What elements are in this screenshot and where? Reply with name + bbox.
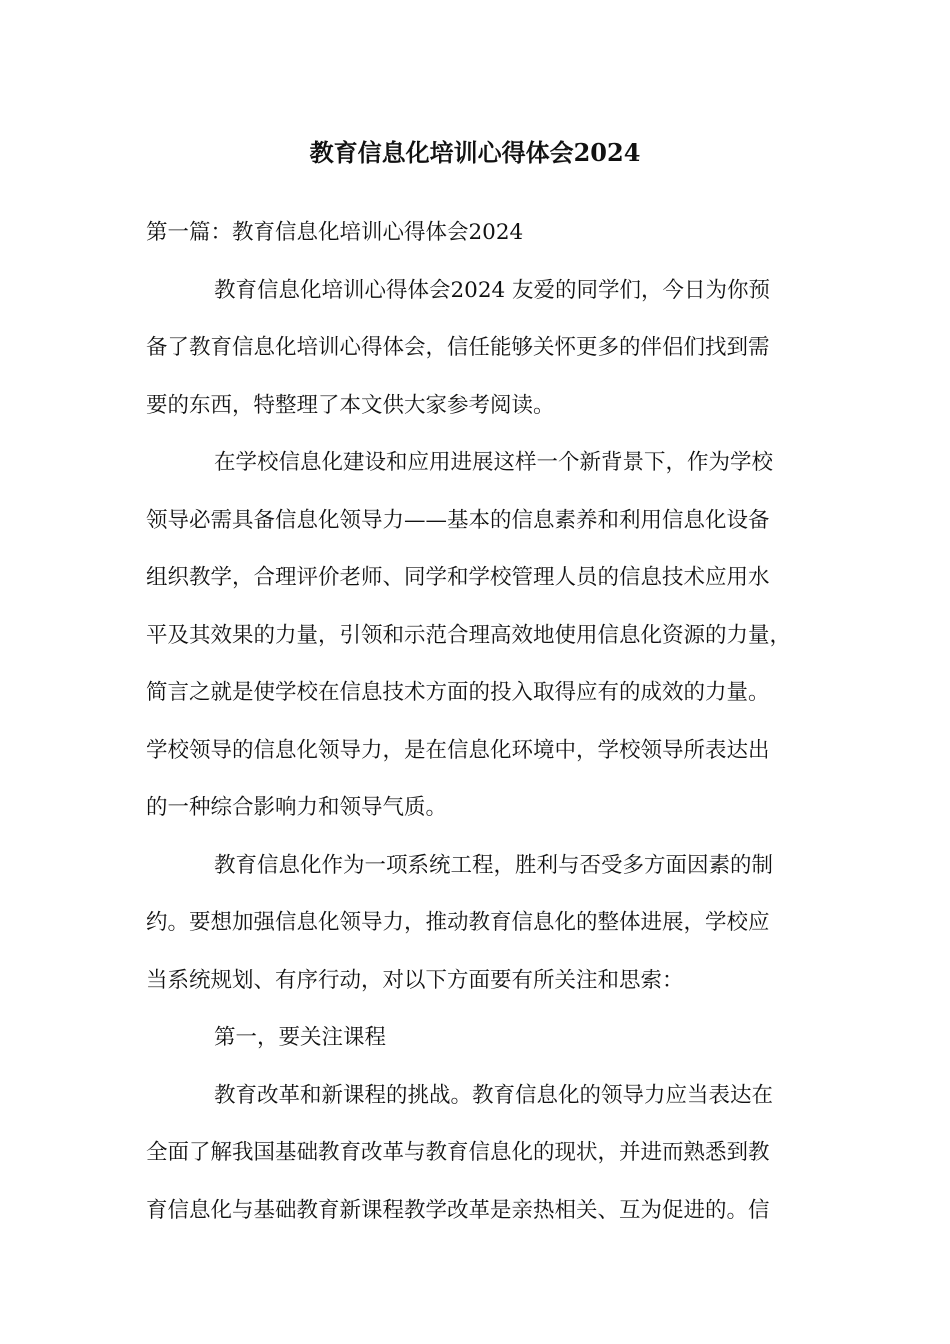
body-line: 在学校信息化建设和应用进展这样一个新背景下，作为学校 (214, 450, 774, 475)
body-line: 教育信息化培训心得体会2024 友爱的同学们，今日为你预 (214, 277, 771, 303)
body-line: 第一篇：教育信息化培训心得体会2024 (146, 220, 524, 245)
body-line: 平及其效果的力量，引领和示范合理高效地使用信息化资源的力量， (146, 622, 792, 648)
document-body (146, 204, 808, 1239)
body-line: 要的东西，特整理了本文供大家参考阅读。 (146, 392, 555, 418)
body-line: 简言之就是使学校在信息技术方面的投入取得应有的成效的力量。 (146, 680, 770, 705)
body-line: 约。要想加强信息化领导力，推动教育信息化的整体进展，学校应 (146, 910, 770, 935)
body-line: 领导必需具备信息化领导力——基本的信息素养和利用信息化设备 (146, 507, 770, 533)
body-line: 的一种综合影响力和领导气质。 (146, 795, 448, 820)
body-line: 学校领导的信息化领导力，是在信息化环境中，学校领导所表达出 (146, 737, 770, 763)
body-line: 全面了解我国基础教育改革与教育信息化的现状，并进而熟悉到教 (146, 1140, 770, 1165)
section-heading: 第一，要关注课程 (214, 1025, 387, 1050)
body-line: 育信息化与基础教育新课程教学改革是亲热相关、互为促进的。信 (146, 1197, 770, 1223)
body-line: 教育改革和新课程的挑战。教育信息化的领导力应当表达在 (214, 1082, 774, 1108)
body-line: 备了教育信息化培训心得体会，信任能够关怀更多的伴侣们找到需 (146, 335, 770, 360)
body-line: 当系统规划、有序行动，对以下方面要有所关注和思索： (146, 967, 684, 993)
body-line: 教育信息化作为一项系统工程，胜利与否受多方面因素的制 (214, 852, 774, 878)
body-line: 组织教学，合理评价老师、同学和学校管理人员的信息技术应用水 (146, 565, 770, 590)
document-title: 教育信息化培训心得体会2024 (309, 138, 641, 167)
